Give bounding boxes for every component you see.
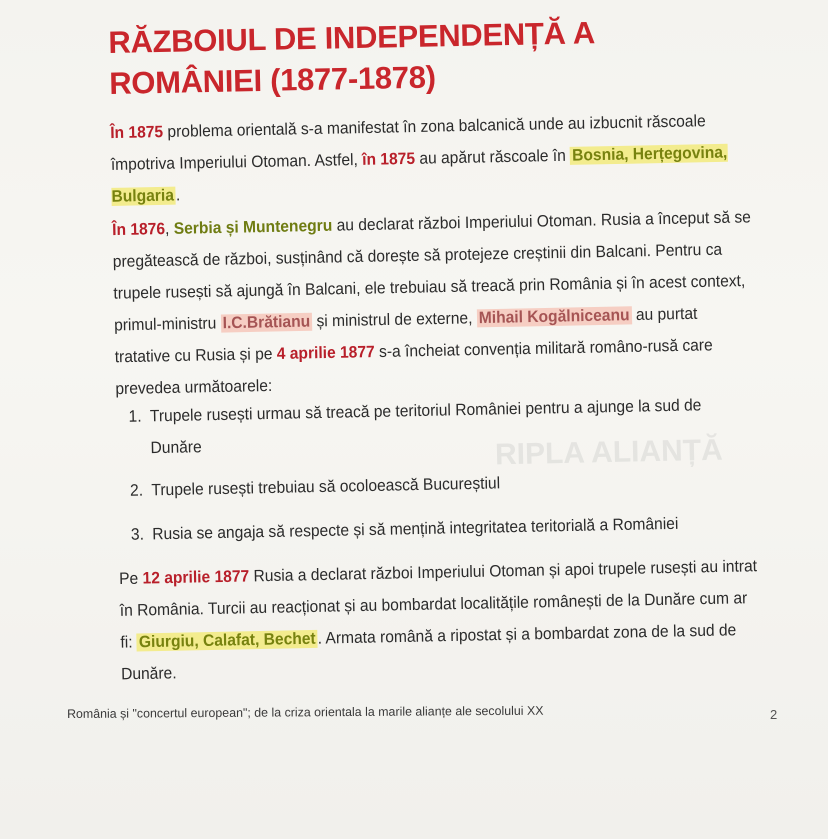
paragraph-3-text-b: . Armata română a ripostat și a bombardat zona de la sud de Dunăre. xyxy=(120,621,737,684)
page-number: 2 xyxy=(770,707,778,722)
paragraph-1 xyxy=(110,105,752,213)
paragraph-2 xyxy=(112,202,756,406)
page-content xyxy=(108,9,761,691)
paragraph-2-text-a: au declarat război Imperiului Otoman. Rusia a început să se pregătească de război, susținând că dorește să protejeze creștinii din Balcani. Pentru ca trupele rusești să ajungă în Balcani, ele trebuiau să treacă prin România și în acest context, primul-ministru xyxy=(112,208,752,335)
year-1875-second: în 1875 xyxy=(361,150,416,170)
paragraph-1-text-c: . xyxy=(175,186,181,205)
paragraph-3-text-a: Rusia a declarat război Imperiului Otoman și apoi trupele rusești au intrat în România. Turcii au reacționat și au bombardat localitățile românești de la Dunăre cum ar fi: xyxy=(119,557,758,652)
date-12-april-1877: 12 aprilie 1877 xyxy=(142,567,250,588)
list-item: 1. Trupele rusești urmau să treacă pe teritoriul României pentru a ajunge la sud de Dunăre xyxy=(146,389,757,465)
paragraph-2-text-d: s-a încheiat convenția militară româno-rusă care prevedea următoarele: xyxy=(115,336,713,399)
highlight-prime-minister: I.C.Brătianu xyxy=(222,312,311,333)
highlight-places-1875: Bosnia, Herțegovina, Bulgaria xyxy=(111,143,728,206)
paragraph-3 xyxy=(119,551,761,691)
paragraph-1-text-a: problema orientală s-a manifestat în zona balcanică unde au izbucnit răscoale împotriva Imperiului Otoman. Astfel, xyxy=(110,112,706,175)
year-1875: În 1875 xyxy=(110,123,164,143)
paragraph-2-text-c: au purtat tratative cu Rusia și pe xyxy=(114,304,698,367)
list-item: 2. Trupele rusești trebuiau să ocoloească Bucureștiul xyxy=(147,463,758,507)
convention-terms-list xyxy=(116,389,759,550)
page-title: RĂZBOIUL DE INDEPENDENȚĂ A ROMÂNIEI (1877-1878) xyxy=(108,15,595,101)
highlight-foreign-minister: Mihail Kogălniceanu xyxy=(478,306,630,328)
list-item: 3. Rusia se angaja să respecte și să mențină integritatea teritorială a României xyxy=(148,507,759,551)
highlight-danube-towns: Giurgiu, Calafat, Bechet xyxy=(138,629,316,652)
year-1876: În 1876 xyxy=(112,220,166,240)
bleed-through-text: RIPLA ALIANȚĂ xyxy=(494,433,724,472)
date-4-april-1877: 4 aprilie 1877 xyxy=(276,343,375,364)
paragraph-1-text-b: au apărut răscoale în xyxy=(414,146,571,169)
highlight-countries: Serbia și Muntenegru xyxy=(173,216,333,239)
paragraph-3-pe: Pe xyxy=(119,569,143,589)
page-footer: România și "concertul european"; de la criza orientala la marile alianțe ale secolului XX xyxy=(67,703,544,721)
paragraph-2-text-b: și ministrul de externe, xyxy=(311,309,477,331)
paragraph-2-comma: , xyxy=(164,220,174,239)
